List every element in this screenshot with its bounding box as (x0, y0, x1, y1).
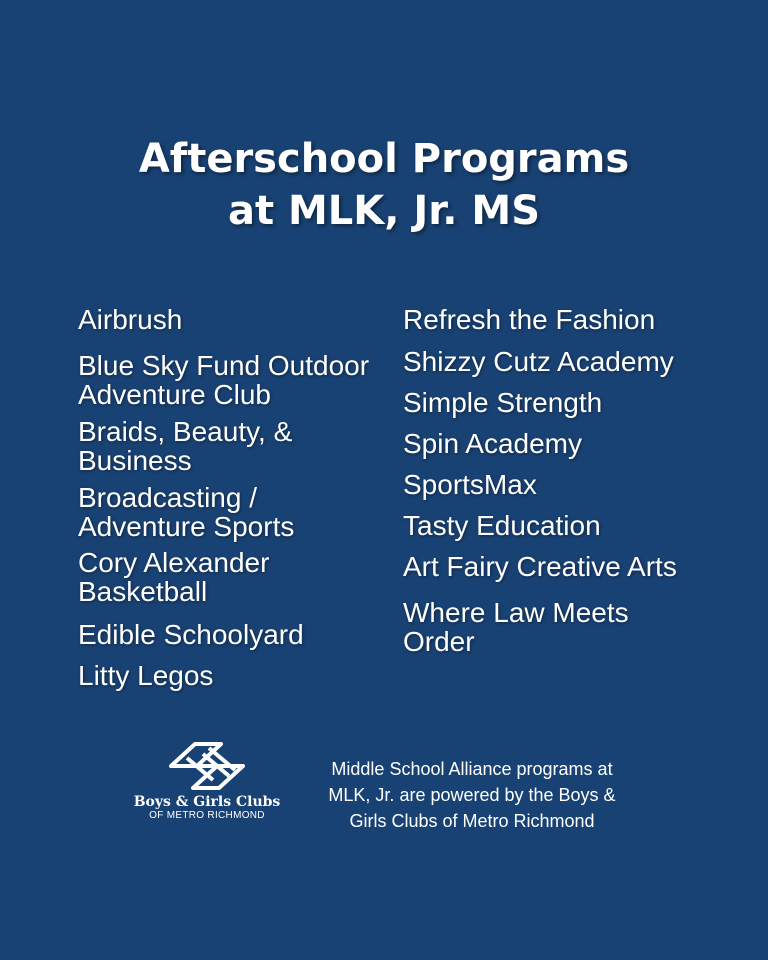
program-item: Where Law Meets Order (403, 597, 629, 657)
title-line-2: at MLK, Jr. MS (227, 188, 541, 234)
clasped-hands-icon (167, 740, 247, 792)
program-item: Refresh the Fashion (403, 304, 656, 335)
page-title (0, 133, 768, 237)
program-item: Cory Alexander Basketball (78, 547, 270, 607)
program-item: Tasty Education (403, 510, 601, 541)
logo-name: Boys & Girls Clubs (133, 794, 281, 810)
program-item: Blue Sky Fund Outdoor Adventure Club (78, 350, 370, 410)
program-item: Art Fairy Creative Arts (403, 551, 677, 582)
program-item: Braids, Beauty, & Business (78, 416, 293, 476)
program-item: Broadcasting / Adventure Sports (78, 482, 295, 542)
program-item: Spin Academy (403, 428, 582, 459)
logo-subtitle: OF METRO RICHMOND (149, 810, 265, 821)
program-item: SportsMax (403, 469, 537, 500)
program-item: Shizzy Cutz Academy (403, 346, 674, 377)
program-item: Simple Strength (403, 387, 603, 418)
bgc-logo (126, 740, 288, 840)
program-item: Edible Schoolyard (78, 619, 304, 650)
program-item: Litty Legos (78, 660, 214, 691)
title-line-1: Afterschool Programs (138, 136, 630, 182)
program-item: Airbrush (78, 304, 183, 335)
footer-text: Middle School Alliance programs at MLK, Jr. are powered by the Boys & Girls Clubs of Metro Richmond (328, 759, 616, 831)
